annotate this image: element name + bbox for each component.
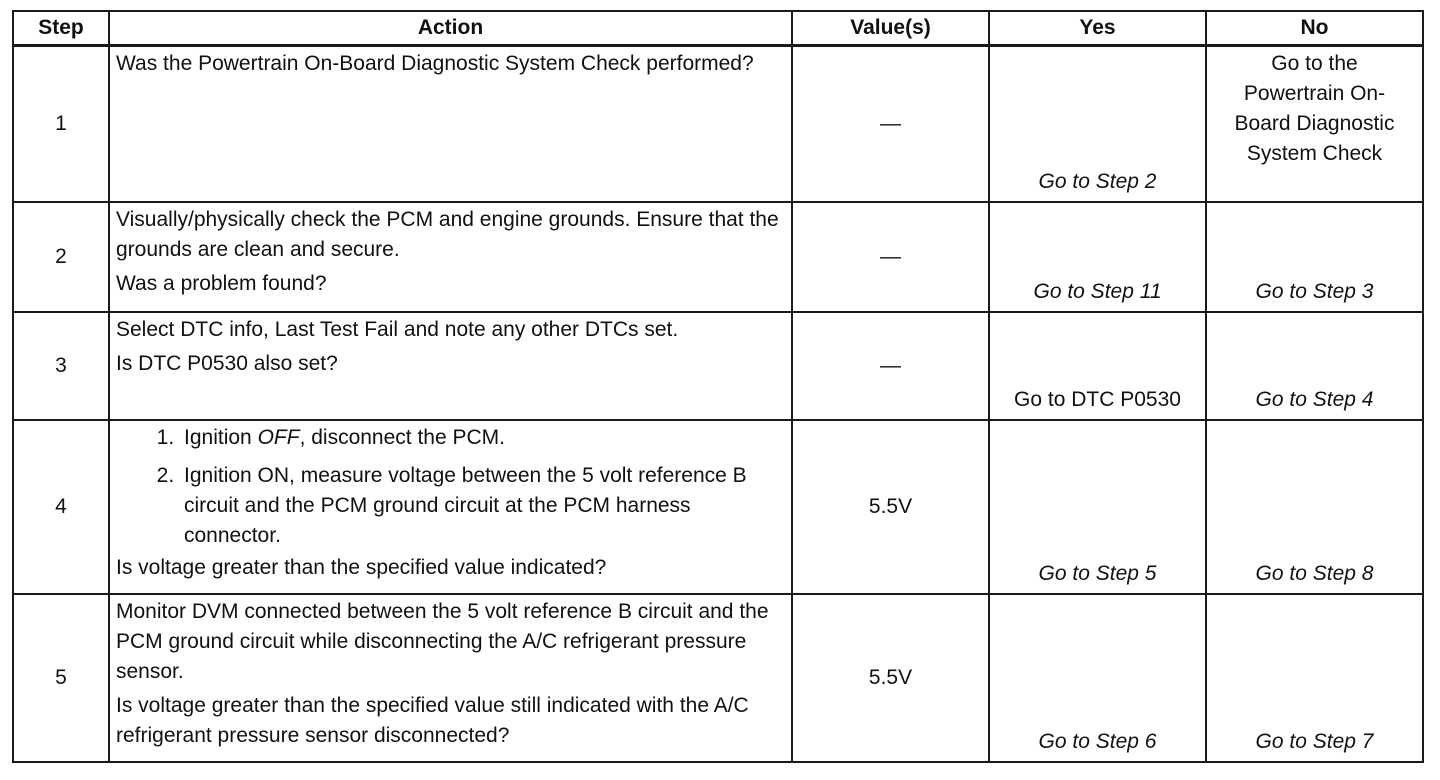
step-number: 4 [13, 420, 109, 594]
list-item: 1. Ignition OFF, disconnect the PCM. [180, 423, 783, 453]
no-text: Go to the Powertrain On-Board Diagnostic System Check [1234, 52, 1395, 165]
diagnostic-table [12, 10, 1424, 763]
header-action: Action [109, 11, 792, 46]
table-row [13, 202, 1423, 312]
action-question: Is voltage greater than the specified value indicated? [116, 555, 607, 579]
action-cell [109, 312, 792, 420]
header-values: Value(s) [792, 11, 989, 46]
yes-cell: Go to Step 6 [989, 594, 1206, 762]
header-row [13, 11, 1423, 46]
yes-cell: Go to Step 5 [989, 420, 1206, 594]
table-row [13, 46, 1423, 202]
no-cell: Go to Step 7 [1206, 594, 1423, 762]
step-number: 2 [13, 202, 109, 312]
step-number: 3 [13, 312, 109, 420]
action-text: Was the Powertrain On-Board Diagnostic System Check performed? [116, 52, 754, 75]
list-item: 2. Ignition ON, measure voltage between the 5 volt reference B circuit and the PCM ground circuit at the PCM harness connector. [180, 461, 783, 551]
no-cell: Go to Step 4 [1206, 312, 1423, 420]
action-cell [109, 594, 792, 762]
action-question: Is DTC P0530 also set? [116, 351, 338, 375]
action-question: Is voltage greater than the specified value still indicated with the A/C refrigerant pressure sensor disconnected? [116, 693, 749, 747]
yes-cell: Go to Step 2 [989, 46, 1206, 202]
value-cell: — [792, 46, 989, 202]
step-number: 1 [13, 46, 109, 202]
action-question: Was a problem found? [116, 271, 327, 295]
value-cell: — [792, 312, 989, 420]
table-row [13, 594, 1423, 762]
no-cell: Go to Step 3 [1206, 202, 1423, 312]
no-cell [1206, 46, 1423, 202]
action-text: Select DTC info, Last Test Fail and note any other DTCs set. [116, 317, 679, 341]
header-yes: Yes [989, 11, 1206, 46]
yes-cell: Go to Step 11 [989, 202, 1206, 312]
action-cell [109, 420, 792, 594]
action-cell [109, 46, 792, 202]
table-row [13, 312, 1423, 420]
no-cell: Go to Step 8 [1206, 420, 1423, 594]
action-text: Visually/physically check the PCM and engine grounds. Ensure that the grounds are clean and secure. [116, 207, 779, 261]
value-cell: 5.5V [792, 420, 989, 594]
header-no: No [1206, 11, 1423, 46]
header-step: Step [13, 11, 109, 46]
yes-cell: Go to DTC P0530 [989, 312, 1206, 420]
value-cell: 5.5V [792, 594, 989, 762]
table-row [13, 420, 1423, 594]
step-number: 5 [13, 594, 109, 762]
action-steps-list [116, 423, 783, 551]
action-text: Monitor DVM connected between the 5 volt reference B circuit and the PCM ground circuit while disconnecting the A/C refrigerant pressure sensor. [116, 599, 769, 683]
value-cell: — [792, 202, 989, 312]
action-cell [109, 202, 792, 312]
